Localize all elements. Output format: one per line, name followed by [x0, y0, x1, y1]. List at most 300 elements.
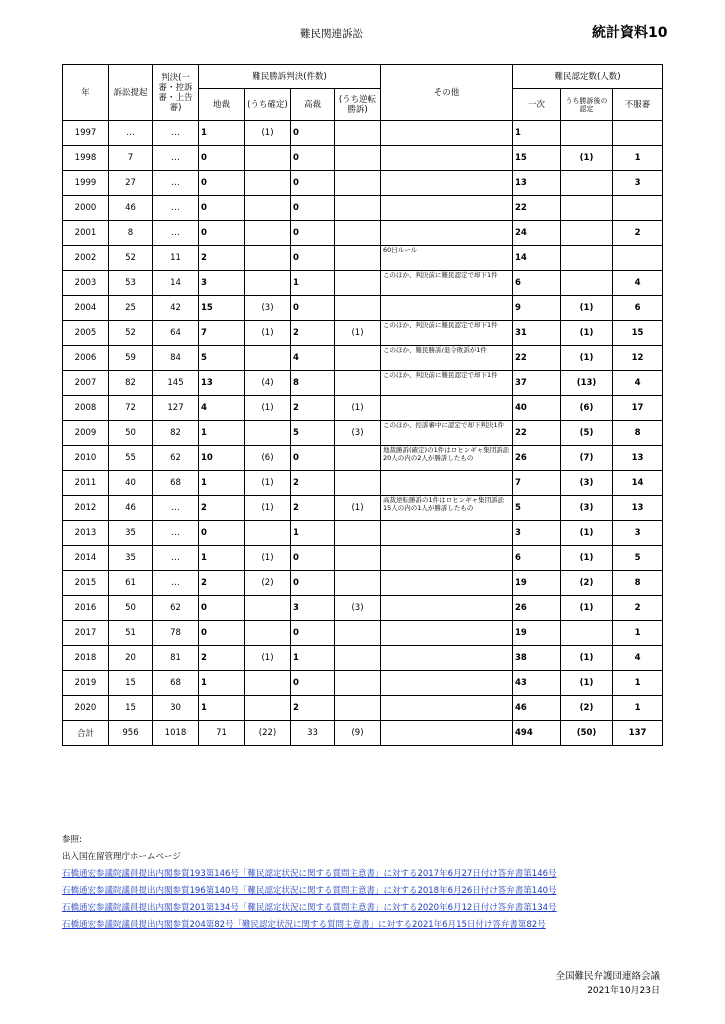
cell-year: 1999	[63, 171, 109, 196]
cell-year: 2013	[63, 521, 109, 546]
cell-district: 7	[199, 321, 245, 346]
cell-suits: 35	[109, 546, 153, 571]
header-district-final: (うち確定)	[245, 89, 291, 121]
cell-high-reversal	[335, 221, 381, 246]
cell-district: 15	[199, 296, 245, 321]
cell-year: 2005	[63, 321, 109, 346]
cell-high-reversal	[335, 621, 381, 646]
cell-rulings: 84	[153, 346, 199, 371]
cell-high-reversal	[335, 696, 381, 721]
cell-high: 2	[291, 321, 335, 346]
cell-year: 2012	[63, 496, 109, 521]
cell-high: 0	[291, 121, 335, 146]
cell-other	[381, 196, 513, 221]
cell-suits: 35	[109, 521, 153, 546]
cell-high-reversal	[335, 271, 381, 296]
cell-high-reversal: (1)	[335, 321, 381, 346]
references	[62, 832, 557, 934]
cell-district: 2	[199, 646, 245, 671]
table-row	[63, 271, 663, 296]
cell-after-win	[561, 271, 613, 296]
cell-suits: 55	[109, 446, 153, 471]
cell-district-final	[245, 596, 291, 621]
cell-year: 2002	[63, 246, 109, 271]
cell-suits: 50	[109, 596, 153, 621]
cell-district-final: (1)	[245, 646, 291, 671]
cell-other	[381, 721, 513, 746]
cell-high: 0	[291, 671, 335, 696]
cell-other: このほか、判決前に難民認定で却下1件	[381, 371, 513, 396]
reference-link[interactable]: 石橋通宏参議院議員提出内閣参質193第146号「難民認定状況に関する質問主意書」に対する2017年6月27日付け答弁書第146号	[62, 869, 557, 879]
cell-district-final: (3)	[245, 296, 291, 321]
cell-appeal: 17	[613, 396, 663, 421]
cell-other	[381, 621, 513, 646]
cell-other	[381, 521, 513, 546]
cell-appeal	[613, 246, 663, 271]
table-row	[63, 571, 663, 596]
header-district: 地裁	[199, 89, 245, 121]
cell-high: 0	[291, 621, 335, 646]
cell-district: 71	[199, 721, 245, 746]
table-row	[63, 621, 663, 646]
header-after-win: うち勝訴後の認定	[561, 89, 613, 121]
cell-after-win: (1)	[561, 346, 613, 371]
cell-district-final	[245, 421, 291, 446]
cell-first: 7	[513, 471, 561, 496]
cell-after-win: (3)	[561, 471, 613, 496]
cell-suits: 72	[109, 396, 153, 421]
cell-after-win: (6)	[561, 396, 613, 421]
header-other: その他	[381, 65, 513, 121]
cell-rulings: …	[153, 121, 199, 146]
cell-first: 46	[513, 696, 561, 721]
cell-high: 8	[291, 371, 335, 396]
reference-link[interactable]: 石橋通宏参議院議員提出内閣参質201第134号「難民認定状況に関する質問主意書」に対する2020年6月12日付け答弁書第134号	[62, 903, 557, 913]
cell-rulings: …	[153, 196, 199, 221]
cell-year: 2020	[63, 696, 109, 721]
table-row	[63, 171, 663, 196]
table-row	[63, 196, 663, 221]
cell-high: 0	[291, 571, 335, 596]
cell-district-final: (1)	[245, 321, 291, 346]
cell-appeal: 2	[613, 596, 663, 621]
cell-after-win: (3)	[561, 496, 613, 521]
references-source: 出入国在留管理庁ホームページ	[62, 852, 181, 862]
cell-first: 1	[513, 121, 561, 146]
cell-high: 0	[291, 546, 335, 571]
table-row	[63, 396, 663, 421]
cell-district-final	[245, 696, 291, 721]
cell-suits: 7	[109, 146, 153, 171]
cell-first: 9	[513, 296, 561, 321]
cell-other	[381, 121, 513, 146]
cell-rulings: …	[153, 571, 199, 596]
cell-high-reversal	[335, 346, 381, 371]
cell-appeal: 1	[613, 671, 663, 696]
cell-year: 2009	[63, 421, 109, 446]
cell-year: 合計	[63, 721, 109, 746]
cell-district-final: (1)	[245, 471, 291, 496]
cell-suits: 20	[109, 646, 153, 671]
cell-year: 2006	[63, 346, 109, 371]
cell-other: 地裁勝訴(確定)の1件はロヒンギャ集団訴訟20人の内の2人が勝訴したもの	[381, 446, 513, 471]
cell-district-final: (1)	[245, 121, 291, 146]
cell-after-win: (13)	[561, 371, 613, 396]
cell-district-final	[245, 621, 291, 646]
cell-after-win: (1)	[561, 296, 613, 321]
cell-first: 38	[513, 646, 561, 671]
table-row	[63, 696, 663, 721]
table-row	[63, 296, 663, 321]
page-title: 難民関連訴訟	[300, 28, 363, 40]
cell-year: 2008	[63, 396, 109, 421]
cell-district: 2	[199, 246, 245, 271]
document-label: 統計資料10	[592, 25, 668, 41]
cell-appeal: 14	[613, 471, 663, 496]
cell-other: このほか、判決前に難民認定で却下1件	[381, 321, 513, 346]
cell-first: 6	[513, 271, 561, 296]
cell-district-final	[245, 521, 291, 546]
cell-district: 1	[199, 671, 245, 696]
reference-link[interactable]: 石橋通宏参議院議員提出内閣参質204第82号「難民認定状況に関する質問主意書」に対する2021年6月15日付け答弁書第82号	[62, 920, 546, 930]
table-row	[63, 246, 663, 271]
table-row	[63, 146, 663, 171]
cell-district-final: (1)	[245, 546, 291, 571]
cell-suits: …	[109, 121, 153, 146]
cell-rulings: 11	[153, 246, 199, 271]
cell-suits: 956	[109, 721, 153, 746]
cell-district: 1	[199, 121, 245, 146]
cell-high: 5	[291, 421, 335, 446]
cell-first: 40	[513, 396, 561, 421]
cell-other	[381, 696, 513, 721]
cell-first: 22	[513, 421, 561, 446]
cell-year: 2010	[63, 446, 109, 471]
cell-appeal	[613, 196, 663, 221]
cell-year: 2018	[63, 646, 109, 671]
cell-rulings: …	[153, 521, 199, 546]
cell-appeal: 1	[613, 146, 663, 171]
cell-district: 0	[199, 171, 245, 196]
cell-other	[381, 546, 513, 571]
table-row	[63, 496, 663, 521]
cell-high: 2	[291, 396, 335, 421]
cell-other: このほか、判決前に難民認定で却下1件	[381, 271, 513, 296]
cell-after-win: (1)	[561, 321, 613, 346]
cell-appeal: 4	[613, 271, 663, 296]
cell-district-final: (1)	[245, 496, 291, 521]
cell-district: 1	[199, 696, 245, 721]
cell-high-reversal	[335, 146, 381, 171]
cell-district: 10	[199, 446, 245, 471]
cell-district: 0	[199, 521, 245, 546]
cell-other: このほか、控訴審中に認定で却下判決1件	[381, 421, 513, 446]
header-high-reversal: (うち逆転勝訴)	[335, 89, 381, 121]
cell-after-win	[561, 121, 613, 146]
cell-rulings: 127	[153, 396, 199, 421]
cell-high-reversal: (3)	[335, 421, 381, 446]
cell-first: 26	[513, 446, 561, 471]
table-row	[63, 221, 663, 246]
cell-district: 0	[199, 146, 245, 171]
cell-district: 5	[199, 346, 245, 371]
cell-district: 4	[199, 396, 245, 421]
cell-suits: 46	[109, 196, 153, 221]
cell-high: 0	[291, 221, 335, 246]
header-high: 高裁	[291, 89, 335, 121]
cell-district-final: (4)	[245, 371, 291, 396]
cell-high: 1	[291, 646, 335, 671]
cell-appeal	[613, 121, 663, 146]
cell-suits: 46	[109, 496, 153, 521]
cell-rulings: 1018	[153, 721, 199, 746]
cell-district-final	[245, 271, 291, 296]
cell-district-final: (1)	[245, 396, 291, 421]
cell-after-win	[561, 196, 613, 221]
cell-other	[381, 396, 513, 421]
cell-first: 26	[513, 596, 561, 621]
header-suits: 訴訟提起	[109, 65, 153, 121]
cell-appeal: 5	[613, 546, 663, 571]
cell-suits: 27	[109, 171, 153, 196]
cell-suits: 53	[109, 271, 153, 296]
cell-other	[381, 671, 513, 696]
cell-high-reversal	[335, 171, 381, 196]
cell-rulings: 145	[153, 371, 199, 396]
reference-link[interactable]: 石橋通宏参議院議員提出内閣参質196第140号「難民認定状況に関する質問主意書」に対する2018年6月26日付け答弁書第140号	[62, 886, 557, 896]
cell-other	[381, 596, 513, 621]
cell-year: 2019	[63, 671, 109, 696]
cell-appeal: 13	[613, 496, 663, 521]
table-row	[63, 521, 663, 546]
cell-rulings: …	[153, 146, 199, 171]
cell-appeal: 15	[613, 321, 663, 346]
cell-year: 1998	[63, 146, 109, 171]
cell-rulings: 62	[153, 596, 199, 621]
cell-high-reversal: (1)	[335, 396, 381, 421]
cell-rulings: 30	[153, 696, 199, 721]
cell-first: 6	[513, 546, 561, 571]
cell-after-win: (1)	[561, 146, 613, 171]
header-year: 年	[63, 65, 109, 121]
organization-name: 全国難民弁護団連絡会議	[555, 971, 660, 982]
table-row	[63, 471, 663, 496]
table-row	[63, 671, 663, 696]
cell-high: 2	[291, 471, 335, 496]
cell-district: 0	[199, 196, 245, 221]
document-date: 2021年10月23日	[587, 986, 660, 996]
cell-suits: 15	[109, 671, 153, 696]
cell-rulings: …	[153, 496, 199, 521]
cell-year: 2017	[63, 621, 109, 646]
cell-high: 1	[291, 521, 335, 546]
header-wins-group: 難民勝訴判決(件数)	[199, 65, 381, 89]
cell-rulings: …	[153, 221, 199, 246]
cell-after-win: (2)	[561, 696, 613, 721]
cell-year: 2011	[63, 471, 109, 496]
cell-first: 14	[513, 246, 561, 271]
cell-high-reversal	[335, 546, 381, 571]
cell-suits: 15	[109, 696, 153, 721]
cell-appeal: 3	[613, 521, 663, 546]
cell-rulings: 78	[153, 621, 199, 646]
cell-high: 2	[291, 696, 335, 721]
cell-district: 1	[199, 421, 245, 446]
cell-appeal: 8	[613, 421, 663, 446]
cell-district: 3	[199, 271, 245, 296]
statistics-table	[62, 64, 663, 746]
cell-high-reversal: (9)	[335, 721, 381, 746]
cell-first: 494	[513, 721, 561, 746]
cell-other	[381, 296, 513, 321]
cell-district-final	[245, 671, 291, 696]
cell-after-win	[561, 246, 613, 271]
header-first: 一次	[513, 89, 561, 121]
cell-district-final	[245, 246, 291, 271]
cell-district-final: (6)	[245, 446, 291, 471]
cell-appeal: 6	[613, 296, 663, 321]
cell-first: 3	[513, 521, 561, 546]
cell-after-win: (1)	[561, 521, 613, 546]
cell-district: 0	[199, 596, 245, 621]
cell-suits: 52	[109, 321, 153, 346]
cell-after-win: (7)	[561, 446, 613, 471]
cell-other	[381, 146, 513, 171]
cell-year: 2016	[63, 596, 109, 621]
cell-rulings: 68	[153, 471, 199, 496]
cell-year: 2004	[63, 296, 109, 321]
cell-after-win	[561, 221, 613, 246]
cell-high-reversal	[335, 671, 381, 696]
references-label: 参照:	[62, 835, 82, 845]
cell-high-reversal	[335, 246, 381, 271]
cell-other: 60日ルール	[381, 246, 513, 271]
cell-other	[381, 221, 513, 246]
cell-appeal: 1	[613, 621, 663, 646]
cell-after-win: (5)	[561, 421, 613, 446]
table-row	[63, 546, 663, 571]
cell-other: このほか、難民勝訴/退令敗訴が1件	[381, 346, 513, 371]
header-rulings: 判決(一審・控訴審・上告審)	[153, 65, 199, 121]
cell-rulings: 62	[153, 446, 199, 471]
cell-first: 31	[513, 321, 561, 346]
cell-high: 0	[291, 246, 335, 271]
cell-appeal: 1	[613, 696, 663, 721]
table-row	[63, 121, 663, 146]
cell-rulings: …	[153, 546, 199, 571]
cell-district: 0	[199, 621, 245, 646]
cell-high-reversal	[335, 446, 381, 471]
cell-suits: 59	[109, 346, 153, 371]
cell-first: 15	[513, 146, 561, 171]
cell-first: 5	[513, 496, 561, 521]
cell-year: 1997	[63, 121, 109, 146]
cell-high: 0	[291, 446, 335, 471]
cell-appeal: 3	[613, 171, 663, 196]
cell-first: 24	[513, 221, 561, 246]
cell-district-final	[245, 146, 291, 171]
cell-high: 0	[291, 296, 335, 321]
cell-other: 高裁逆転勝訴の1件はロヒンギャ集団訴訟15人の内の1人が勝訴したもの	[381, 496, 513, 521]
cell-high: 2	[291, 496, 335, 521]
cell-other	[381, 646, 513, 671]
cell-rulings: 81	[153, 646, 199, 671]
cell-high-reversal	[335, 296, 381, 321]
cell-suits: 51	[109, 621, 153, 646]
cell-district: 2	[199, 496, 245, 521]
cell-year: 2007	[63, 371, 109, 396]
cell-first: 43	[513, 671, 561, 696]
cell-appeal: 13	[613, 446, 663, 471]
cell-high: 0	[291, 171, 335, 196]
cell-rulings: 14	[153, 271, 199, 296]
cell-first: 19	[513, 571, 561, 596]
cell-first: 19	[513, 621, 561, 646]
cell-first: 22	[513, 346, 561, 371]
cell-year: 2001	[63, 221, 109, 246]
cell-district-final	[245, 196, 291, 221]
cell-rulings: 42	[153, 296, 199, 321]
cell-high-reversal	[335, 521, 381, 546]
cell-after-win: (1)	[561, 646, 613, 671]
cell-suits: 50	[109, 421, 153, 446]
cell-high-reversal	[335, 121, 381, 146]
table-row	[63, 721, 663, 746]
cell-high-reversal	[335, 371, 381, 396]
cell-district-final: (2)	[245, 571, 291, 596]
cell-appeal: 2	[613, 221, 663, 246]
cell-district-final	[245, 221, 291, 246]
cell-high: 0	[291, 196, 335, 221]
cell-district: 1	[199, 471, 245, 496]
cell-district: 13	[199, 371, 245, 396]
cell-year: 2015	[63, 571, 109, 596]
cell-year: 2003	[63, 271, 109, 296]
cell-suits: 52	[109, 246, 153, 271]
cell-rulings: 64	[153, 321, 199, 346]
cell-district: 1	[199, 546, 245, 571]
cell-after-win: (2)	[561, 571, 613, 596]
cell-high-reversal: (1)	[335, 496, 381, 521]
cell-suits: 61	[109, 571, 153, 596]
cell-appeal: 12	[613, 346, 663, 371]
table-row	[63, 596, 663, 621]
cell-after-win	[561, 171, 613, 196]
cell-after-win: (1)	[561, 596, 613, 621]
table-row	[63, 446, 663, 471]
cell-rulings: 82	[153, 421, 199, 446]
cell-appeal: 4	[613, 371, 663, 396]
cell-district: 0	[199, 221, 245, 246]
cell-first: 22	[513, 196, 561, 221]
cell-appeal: 4	[613, 646, 663, 671]
header-appeal: 不服審	[613, 89, 663, 121]
cell-suits: 82	[109, 371, 153, 396]
cell-after-win: (50)	[561, 721, 613, 746]
table-row	[63, 346, 663, 371]
cell-rulings: …	[153, 171, 199, 196]
table-row	[63, 321, 663, 346]
cell-first: 37	[513, 371, 561, 396]
cell-district-final	[245, 171, 291, 196]
cell-appeal: 8	[613, 571, 663, 596]
cell-other	[381, 571, 513, 596]
cell-rulings: 68	[153, 671, 199, 696]
cell-high-reversal	[335, 646, 381, 671]
cell-district-final	[245, 346, 291, 371]
table-row	[63, 371, 663, 396]
cell-high: 4	[291, 346, 335, 371]
